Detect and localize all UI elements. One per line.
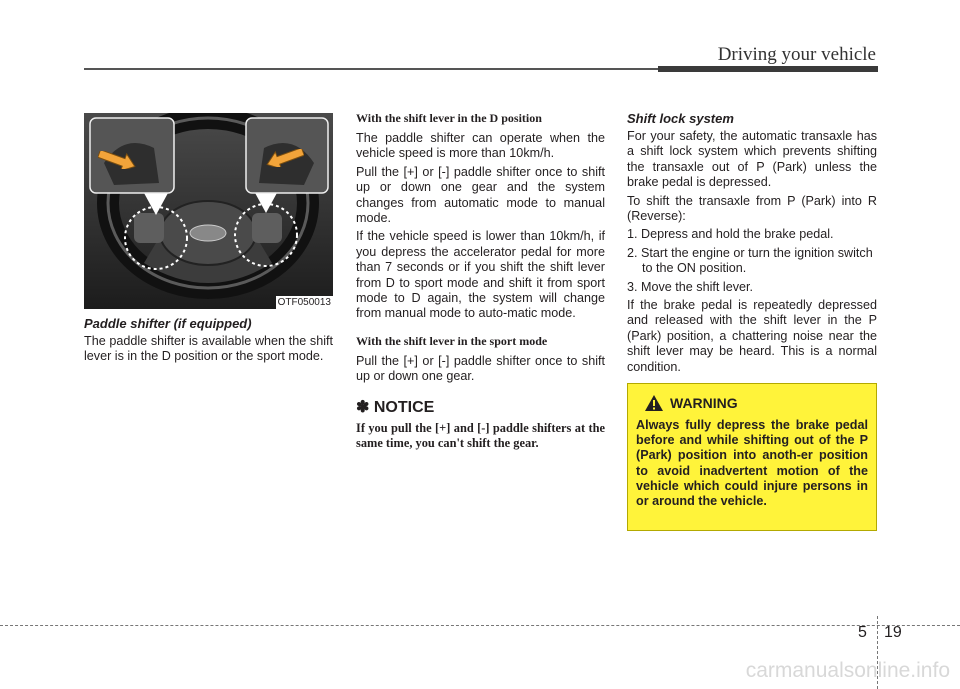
left-paddle-arrow-icon [98, 151, 136, 169]
right-paddle-arrow-icon [266, 149, 304, 167]
column-3 [627, 111, 877, 378]
shift-lock-paragraph-2: To shift the transaxle from P (Park) into R (Reverse): [627, 193, 877, 224]
warning-heading [644, 394, 868, 412]
shift-lock-heading: Shift lock system [627, 111, 734, 126]
list-item: 2. Start the engine or turn the ignition switch to the ON position. [627, 245, 873, 276]
shift-lock-paragraph-3: If the brake pedal is repeatedly depressed and released with the shift lever in the P (Park) position, a chattering noise near the shift lever may be heard. This is a normal condition. [627, 298, 877, 374]
shift-lock-paragraph-1: For your safety, the automatic transaxle has a shift lock system which prevents shifting the transaxle out of P (Park) unless the brake pedal is depressed. [627, 129, 877, 190]
sport-mode-paragraph: Pull the [+] or [-] paddle shifter once to shift up or down one gear. [356, 353, 605, 384]
list-item: 3. Move the shift lever. [627, 279, 753, 294]
watermark: carmanualsonline.info [745, 659, 950, 682]
chapter-number: 5 [858, 624, 867, 641]
warning-box [627, 383, 877, 531]
figure-caption: Paddle shifter (if equipped) [84, 316, 252, 331]
d-position-paragraph-1: The paddle shifter can operate when the vehicle speed is more than 10km/h. [356, 131, 605, 161]
figure-code: OTF050013 [277, 297, 331, 308]
list-item: 1. Depress and hold the brake pedal. [627, 227, 834, 242]
warning-title: WARNING [670, 395, 738, 411]
d-position-paragraph-3: If the vehicle speed is lower than 10km/h, if you depress the accelerator pedal for more than 7 seconds or if you shift the shift lever from D to sport mode and shift it from sport mode to D again, the system will change from manual mode to auto-matic mode. [356, 229, 605, 321]
page-number: 19 [884, 624, 902, 641]
header-rule-accent [658, 66, 878, 72]
paddle-shifter-paragraph: The paddle shifter is available when the shift lever is in the D position or the sport mode. [84, 334, 333, 364]
paddle-shifter-figure [84, 113, 333, 309]
warning-triangle-icon [644, 394, 664, 412]
notice-body: If you pull the [+] and [-] paddle shifters at the same time, you can't shift the gear. [356, 420, 605, 450]
notice-heading: ✽ NOTICE [356, 398, 435, 416]
d-position-paragraph-2: Pull the [+] or [-] paddle shifter once to shift up or down one gear and the system changes from automatic mode to manual mode. [356, 164, 605, 226]
running-header: Driving your vehicle [717, 44, 876, 65]
column-2 [356, 111, 605, 451]
sport-mode-heading: With the shift lever in the sport mode [356, 333, 548, 348]
d-position-heading: With the shift lever in the D position [356, 111, 542, 125]
footer-rule [0, 625, 960, 626]
warning-body: Always fully depress the brake pedal before and while shifting out of the P (Park) position into anoth-er position to avoid inadvertent motion of the vehicle which could injure persons in or around the vehicle. [636, 418, 868, 509]
steering-wheel-illustration [84, 113, 333, 309]
